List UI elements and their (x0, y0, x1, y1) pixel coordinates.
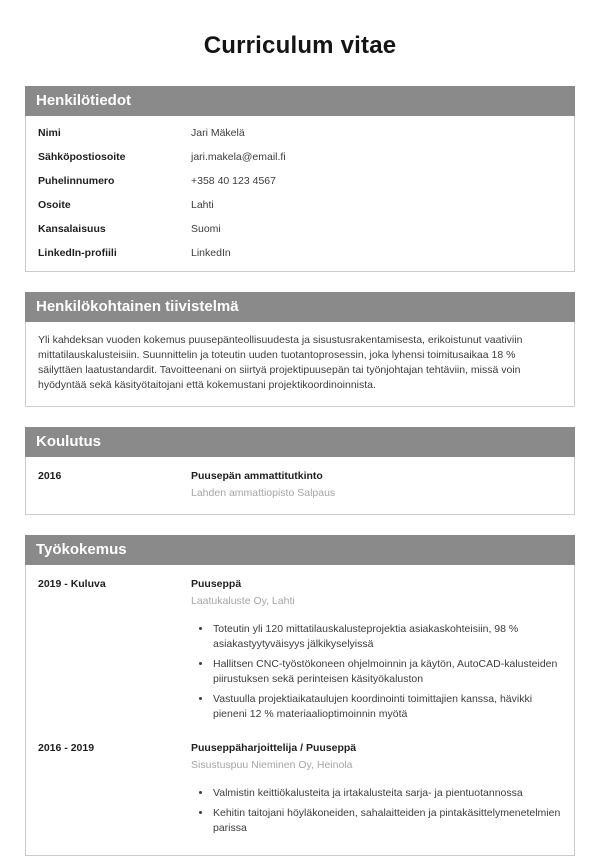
section-header-education: Koulutus (25, 427, 575, 457)
value-phone: +358 40 123 4567 (191, 175, 276, 187)
experience-bullet-list (191, 622, 562, 722)
experience-entry (26, 733, 574, 847)
section-header-summary: Henkilökohtainen tiivistelmä (25, 292, 575, 322)
value-linkedin: LinkedIn (191, 247, 231, 259)
education-list (25, 457, 575, 515)
education-period: 2016 (38, 470, 62, 482)
section-experience (25, 535, 575, 856)
experience-entry (26, 569, 574, 733)
summary-body (25, 322, 575, 407)
experience-bullet: • Hallitsen CNC-työstökoneen ohjelmoinnin ja käytön, AutoCAD-kalusteiden piirustuksen sekä perinteisen käsityökaluston (212, 657, 562, 687)
education-detail (191, 469, 562, 500)
experience-title: Puuseppäharjoittelija / Puuseppä (191, 742, 357, 754)
section-header-experience: Työkokemus (25, 535, 575, 565)
label-name: Nimi (38, 127, 61, 139)
education-school: Lahden ammattiopisto Salpaus (191, 487, 336, 499)
experience-period: 2019 - Kuluva (38, 578, 106, 590)
label-nationality: Kansalaisuus (38, 223, 106, 235)
education-degree: Puusepän ammattitutkinto (191, 470, 323, 482)
experience-detail (191, 577, 562, 727)
page-title: Curriculum vitae (203, 32, 397, 59)
label-email: Sähköpostiosoite (38, 151, 126, 163)
table-row (26, 169, 574, 193)
experience-list (25, 565, 575, 856)
experience-bullet-list (191, 786, 562, 836)
experience-bullet: • Vastuulla projektiaikataulujen koordinointi toimittajien kanssa, hävikki pieneni 12 % materiaalioptimoinnin myötä (212, 692, 562, 722)
experience-bullet: • Valmistin keittiökalusteita ja irtakalusteita sarja- ja pientuotannossa (212, 786, 562, 801)
experience-bullet: • Toteutin yli 120 mittatilauskalusteprojektia asiakaskohteisiin, 98 % asiakastyytyväisyys jälkikyselyissä (212, 622, 562, 652)
section-personal (25, 86, 575, 272)
personal-info-table (25, 116, 575, 272)
experience-company: Sisustuspuu Nieminen Oy, Heinola (191, 759, 353, 771)
value-name: Jari Mäkelä (191, 127, 245, 139)
label-linkedin: LinkedIn-profiili (38, 247, 117, 259)
value-address: Lahti (191, 199, 214, 211)
experience-bullet: • Kehitin taitojani höyläkoneiden, sahalaitteiden ja pintakäsittelymenetelmien parissa (212, 806, 562, 836)
table-row (26, 145, 574, 169)
table-row (26, 121, 574, 145)
table-row (26, 217, 574, 241)
value-email: jari.makela@email.fi (191, 151, 286, 163)
table-row (26, 241, 574, 265)
table-row (26, 193, 574, 217)
section-summary (25, 292, 575, 407)
section-education (25, 427, 575, 515)
summary-paragraph: Yli kahdeksan vuoden kokemus puusepänteollisuudesta ja sisustusrakentamisesta, erikoistunut vaativiin mittatilauskalusteisiin. Suunnittelin ja toteutin uuden tuotantoprosessin, joka lyhensi toimitusaikaa 18 % säilyttäen laatustandardit. Tavoitteenani on siirtyä projektipuusepän tai työnjohtajan tehtäviin, missä voin hyödyntää sekä käsityötaitojani että kokemustani projektikoordinoinnista. (38, 334, 523, 391)
experience-company: Laatukaluste Oy, Lahti (191, 595, 295, 607)
experience-period: 2016 - 2019 (38, 742, 95, 754)
experience-title: Puuseppä (191, 578, 242, 590)
experience-detail (191, 741, 562, 841)
value-nationality: Suomi (191, 223, 221, 235)
education-entry (26, 461, 574, 506)
label-address: Osoite (38, 199, 71, 211)
section-header-personal: Henkilötiedot (25, 86, 575, 116)
label-phone: Puhelinnumero (38, 175, 115, 187)
